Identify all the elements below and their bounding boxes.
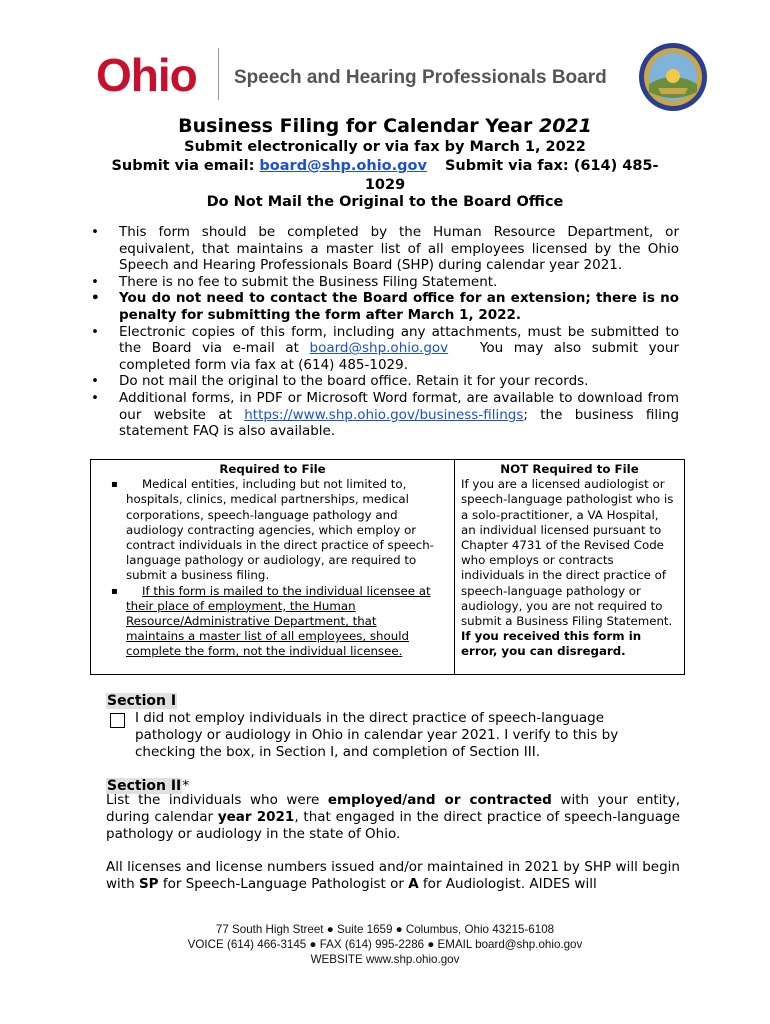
board-name: Speech and Hearing Professionals Board — [234, 67, 607, 88]
email-label: Submit via email: — [111, 158, 260, 174]
fax-number-continued: 1029 — [364, 177, 406, 193]
ohio-logo: Ohio — [96, 49, 197, 101]
section-2-text: with your entity, during calendar — [106, 792, 680, 825]
instruction-text: You may also submit your completed form via fax at (614) 485-1029. — [119, 340, 684, 373]
logo-divider — [218, 48, 219, 100]
section-2-emphasis: SP — [138, 875, 159, 892]
required-text: If this form is mailed to the individual licensee at their place of employment, the Human Resource/Administrative Department, that maintains a master list of all employees, should complete the form, not the individual licensee. — [126, 583, 431, 659]
list-item — [91, 290, 679, 323]
section-2-text: for Audiologist. AIDES will — [418, 875, 597, 892]
instructions-list — [91, 224, 684, 440]
instruction-text: ; the business filing statement FAQ is also available. — [119, 406, 680, 440]
footer-website: WEBSITE www.shp.ohio.gov — [310, 953, 460, 966]
section-1-heading: Section I — [107, 693, 177, 709]
list-item — [91, 373, 679, 390]
section-1-statement: I did not employ individuals in the direct practice of speech-language pathology or audiology in Ohio in calendar year 2021. I verify to this by checking the box, in Section I, and completion of Section III. — [135, 710, 619, 760]
section-2-emphasis: year 2021 — [217, 808, 295, 825]
required-header: Required to File — [219, 462, 326, 476]
not-required-column — [455, 460, 684, 660]
section-2-text: All licenses and license numbers issued and/or maintained in 2021 by SHP will begin with — [106, 859, 680, 892]
section-2-title: Section II — [107, 778, 182, 794]
board-email-link[interactable]: board@shp.ohio.gov — [309, 340, 449, 357]
instruction-text: Do not mail the original to the board office. Retain it for your records. — [119, 373, 589, 390]
instruction-text: Additional forms, in PDF or Microsoft Word format, are available to download from our website at — [119, 389, 679, 423]
no-employees-checkbox[interactable] — [110, 713, 125, 728]
list-item — [91, 584, 454, 660]
submit-methods — [0, 157, 770, 176]
state-seal-icon — [638, 42, 708, 112]
title-text: Business Filing for Calendar Year — [178, 115, 539, 137]
no-mail-notice: Do Not Mail the Original to the Board Office — [206, 194, 564, 210]
instruction-text: There is no fee to submit the Business Filing Statement. — [119, 273, 498, 290]
list-item — [91, 274, 679, 291]
not-required-text: If you are a licensed audiologist or speech-language pathologist who is a solo-practitioner, a VA Hospital, an individual licensed pursuant to Chapter 4731 of the Revised Code who employs or contracts individuals in the direct practice of speech-language pathology or audiology, you are not required to submit a Business Filing Statement. — [461, 477, 674, 629]
section-2-asterisk: * — [182, 778, 190, 794]
list-item — [91, 477, 454, 583]
section-2-text: for Speech-Language Pathologist or — [158, 875, 409, 892]
not-required-header: NOT Required to File — [500, 462, 639, 476]
footer-address: 77 South High Street ● Suite 1659 ● Columbus, Ohio 43215-6108 — [215, 923, 555, 936]
business-filings-link[interactable]: https://www.shp.ohio.gov/business-filings — [244, 406, 524, 423]
not-required-emphasis: If you received this form in error, you can disregard. — [461, 629, 642, 659]
title-year: 2021 — [538, 115, 592, 137]
footer-contact: VOICE (614) 466-3145 ● FAX (614) 995-2286 ● EMAIL board@shp.ohio.gov — [187, 938, 583, 951]
board-email-link[interactable]: board@shp.ohio.gov — [259, 158, 427, 174]
section-2-emphasis: A — [408, 875, 419, 892]
instruction-text: Electronic copies of this form, including any attachments, must be submitted to the Board via e-mail at — [119, 323, 679, 357]
instruction-text: You do not need to contact the Board office for an extension; there is no penalty for submitting the form after March 1, 2022. — [119, 290, 679, 323]
required-text: Medical entities, including but not limited to, hospitals, clinics, medical partnerships, medical corporations, speech-language pathology and audiology contracting agencies, which employ or contract individuals in the direct practice of speech-language pathology or audiology, are required to submit a business filing. — [126, 477, 434, 583]
list-item — [91, 224, 679, 274]
section-2-emphasis: employed/and or contracted — [327, 792, 552, 808]
not-required-body — [455, 477, 684, 659]
section-2-text: , that engaged in the direct practice of speech-language pathology or audiology in the state of Ohio. — [106, 808, 681, 842]
required-list — [91, 477, 454, 659]
list-item — [91, 323, 684, 374]
section-2-license-note — [106, 859, 680, 893]
instruction-text: This form should be completed by the Human Resource Department, or equivalent, that maintains a master list of all employees licensed by the Ohio Speech and Hearing Professionals Board (SHP) during calendar year 2021. — [119, 224, 679, 274]
section-2-instructions — [106, 792, 680, 842]
page-footer — [0, 922, 770, 967]
filing-requirements-table — [90, 459, 685, 675]
required-column — [91, 460, 454, 660]
section-2-text: List the individuals who were — [106, 792, 328, 808]
list-item — [91, 390, 679, 440]
fax-label: Submit via fax: (614) 485- — [444, 158, 659, 174]
submission-deadline: Submit electronically or via fax by March 1, 2022 — [184, 139, 586, 155]
document-title — [0, 115, 770, 137]
